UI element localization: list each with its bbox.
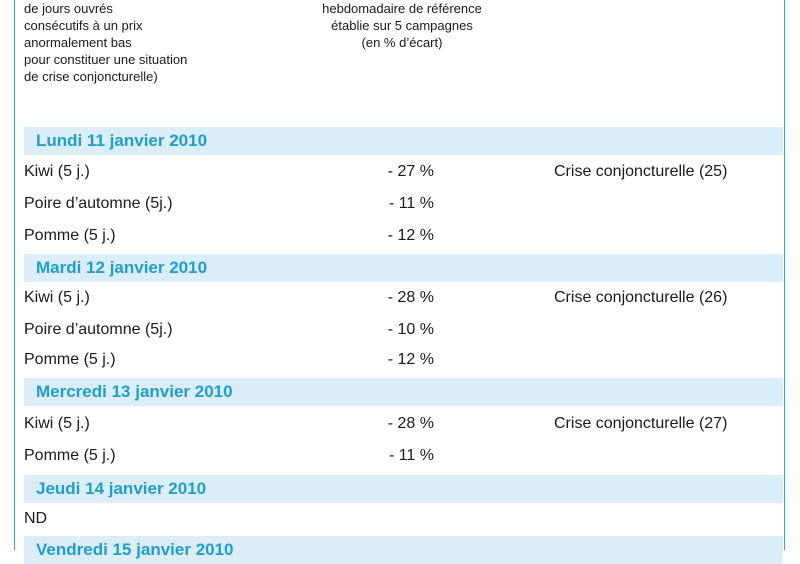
price-gap-value: - 12 % <box>387 351 434 368</box>
day-label: Lundi 11 janvier 2010 <box>36 131 208 150</box>
day-label: Mardi 12 janvier 2010 <box>36 258 208 277</box>
crisis-status: Crise conjoncturelle (26) <box>554 289 728 306</box>
price-gap-value: - 10 % <box>387 321 434 338</box>
header-line: consécutifs à un prix <box>24 18 143 33</box>
table-row <box>24 441 783 471</box>
product-name: Kiwi (5 j.) <box>24 163 90 180</box>
table-row <box>24 189 783 219</box>
day-header <box>24 475 783 503</box>
header-line: pour constituer une situation <box>24 52 188 67</box>
product-name: Poire d’automne (5j.) <box>24 195 173 212</box>
crisis-status: Crise conjoncturelle (27) <box>554 415 728 432</box>
day-header <box>24 127 783 155</box>
product-name: Pomme (5 j.) <box>24 447 116 464</box>
header-line: hebdomadaire de référence <box>322 1 482 16</box>
day-label: Jeudi 14 janvier 2010 <box>36 479 207 498</box>
product-name: Kiwi (5 j.) <box>24 415 90 432</box>
day-label: Vendredi 15 janvier 2010 <box>36 540 234 559</box>
header-column-criteria <box>24 0 264 85</box>
table-row <box>24 504 783 534</box>
day-label: Mercredi 13 janvier 2010 <box>36 382 233 401</box>
day-header <box>24 378 783 406</box>
price-gap-value: - 28 % <box>387 415 434 432</box>
table-row <box>24 345 783 375</box>
header-line: établie sur 5 campagnes <box>331 18 473 33</box>
product-name: Poire d’automne (5j.) <box>24 321 173 338</box>
price-gap-value: - 11 % <box>388 195 434 212</box>
price-gap-value: - 11 % <box>388 447 434 464</box>
table-row <box>24 315 783 345</box>
product-name: Pomme (5 j.) <box>24 227 116 244</box>
product-name: Pomme (5 j.) <box>24 351 116 368</box>
header-column-reference <box>272 0 532 51</box>
day-header <box>24 536 783 564</box>
table-row <box>24 409 783 439</box>
header-line: (en % d’écart) <box>361 35 443 50</box>
table-row <box>24 283 783 313</box>
price-gap-value: - 28 % <box>387 289 434 306</box>
table-row <box>24 157 783 187</box>
header-line: de crise conjoncturelle) <box>24 69 158 84</box>
header-line: anormalement bas <box>24 35 132 50</box>
table-row <box>24 221 783 251</box>
price-gap-value: - 12 % <box>387 227 434 244</box>
price-gap-value: - 27 % <box>387 163 434 180</box>
crisis-status: Crise conjoncturelle (25) <box>554 163 728 180</box>
product-name: ND <box>24 510 48 527</box>
day-header <box>24 254 783 282</box>
product-name: Kiwi (5 j.) <box>24 289 90 306</box>
header-line: de jours ouvrés <box>24 1 113 16</box>
